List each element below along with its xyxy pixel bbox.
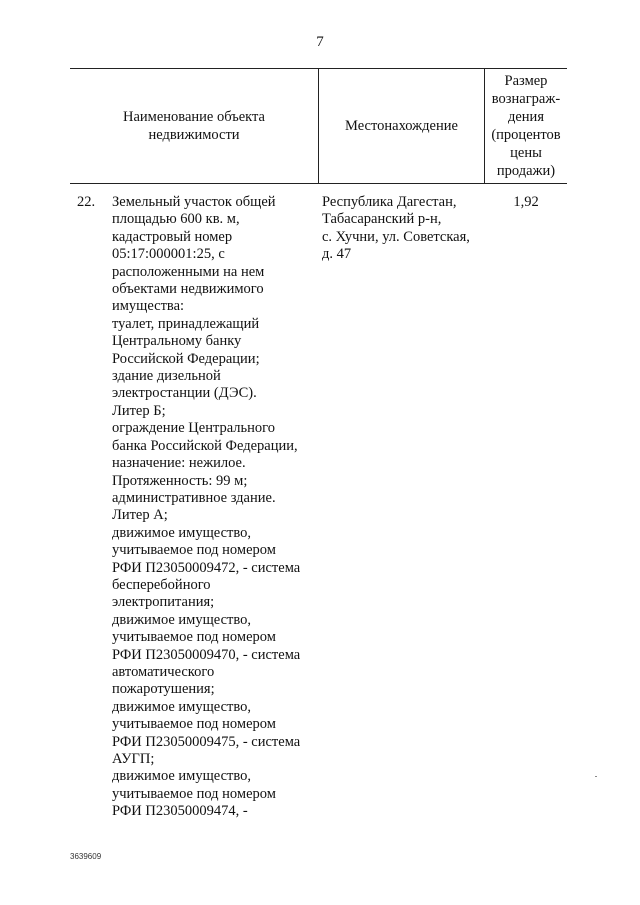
object-description [112, 194, 317, 821]
page-number: 7 [316, 34, 324, 50]
location-line: Республика Дагестан, [322, 194, 457, 210]
header-location-cell [319, 68, 484, 183]
description-line: электростанции (ДЭС). [112, 385, 257, 402]
description-line: Земельный участок общей [112, 194, 276, 210]
location-line: д. 47 [322, 246, 352, 263]
description-line: учитываемое под номером [112, 542, 276, 559]
description-line: Литер Б; [112, 402, 166, 419]
description-line: кадастровый номер [112, 228, 233, 245]
description-line: площадью 600 кв. м, [112, 211, 240, 228]
description-line: Литер А; [112, 507, 168, 524]
description-line: ограждение Центрального [112, 420, 275, 437]
description-line: имущества: [112, 298, 185, 315]
description-line: РФИ П23050009470, - система [112, 646, 301, 663]
description-line: электропитания; [112, 594, 215, 611]
description-line: РФИ П23050009475, - система [112, 733, 301, 750]
description-line: банка Российской Федерации, [112, 437, 298, 454]
description-line: АУГП; [112, 751, 155, 767]
header-fee-cell [485, 68, 567, 183]
description-line: Российской Федерации; [112, 350, 260, 367]
fee-value: 1,92 [513, 194, 539, 210]
header-name-cell [70, 68, 318, 183]
description-line: автоматического [112, 663, 215, 680]
description-line: РФИ П23050009472, - система [112, 559, 301, 576]
description-line: бесперебойного [112, 576, 211, 593]
description-line: 05:17:000001:25, с [112, 246, 225, 263]
location-line: с. Хучни, ул. Советская, [322, 228, 470, 245]
row-number: 22. [77, 194, 96, 210]
header-location-label: Местонахождение [345, 117, 458, 134]
description-line: здание дизельной [112, 368, 221, 385]
description-line: Центральному банку [112, 333, 242, 350]
description-line: движимое имущество, [112, 524, 251, 541]
description-line: пожаротушения; [112, 681, 215, 698]
description-line: Протяженность: 99 м; [112, 472, 248, 489]
description-line: учитываемое под номером [112, 785, 276, 802]
description-line: туалет, принадлежащий [112, 315, 260, 332]
description-line: движимое имущество, [112, 768, 251, 785]
description-line: РФИ П23050009474, - [112, 803, 248, 820]
header-name-label: Наименование объекта недвижимости [123, 108, 265, 143]
description-line: учитываемое под номером [112, 629, 276, 646]
location-line: Табасаранский р-н, [322, 211, 442, 228]
description-line: движимое имущество, [112, 611, 251, 628]
description-line: учитываемое под номером [112, 716, 276, 733]
footer-code: 3639609 [70, 852, 102, 861]
description-line: административное здание. [112, 489, 276, 506]
description-line: объектами недвижимого [112, 281, 264, 298]
scan-speck [595, 776, 597, 777]
object-location [322, 194, 487, 264]
description-line: назначение: нежилое. [112, 455, 246, 472]
table-header-bottom-rule [70, 183, 567, 184]
description-line: расположенными на нем [112, 263, 265, 280]
description-line: движимое имущество, [112, 698, 251, 715]
header-fee-label: Размер вознаграж- дения (процентов цены продажи) [491, 72, 561, 179]
